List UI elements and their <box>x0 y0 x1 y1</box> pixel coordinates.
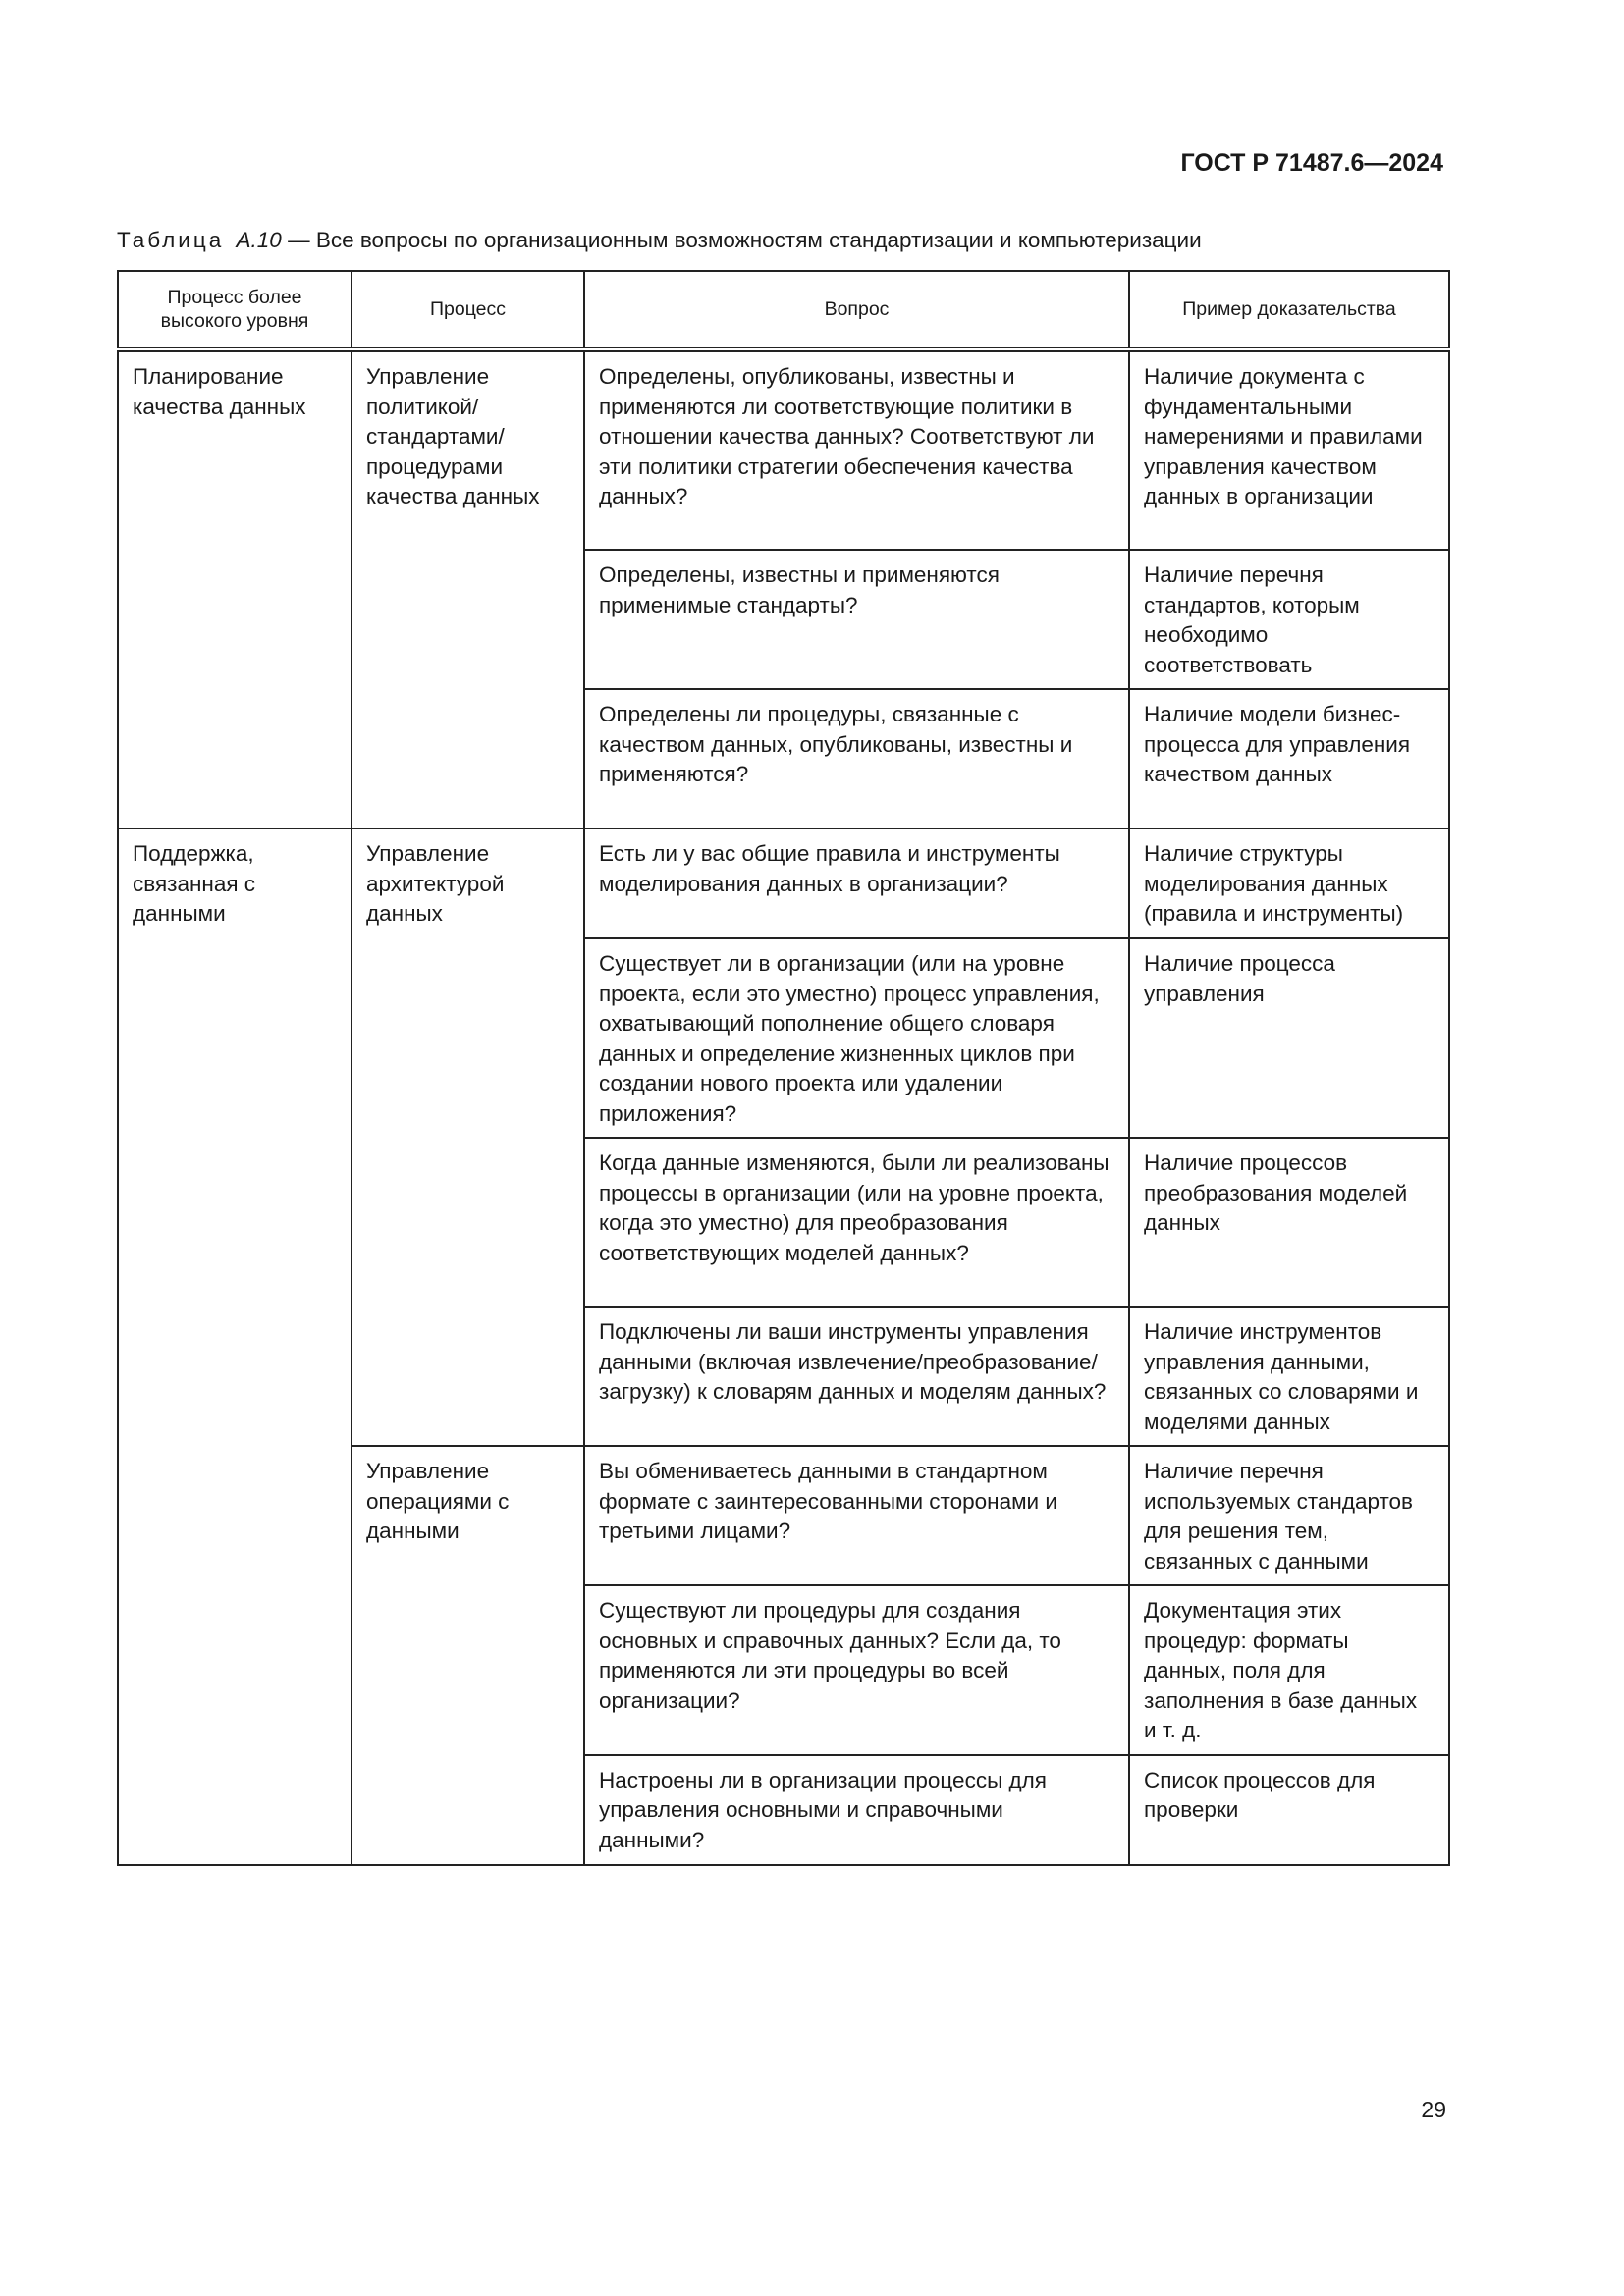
caption-label: Таблица <box>117 228 225 252</box>
question-cell: Настроены ли в организации процессы для управления основными и справочными данными? <box>584 1755 1129 1865</box>
caption-title: — Все вопросы по организационным возможностям стандартизации и компьютеризации <box>288 228 1202 252</box>
evidence-cell: Наличие структуры моделирования данных (правила и инструменты) <box>1129 828 1449 938</box>
table-row <box>118 828 1449 938</box>
col-header-process: Процесс <box>352 271 584 349</box>
evidence-cell: Наличие инструментов управления данными, связанных со словарями и моделями данных <box>1129 1307 1449 1446</box>
evidence-cell: Наличие процесса управления <box>1129 938 1449 1138</box>
standard-code: ГОСТ Р 71487.6—2024 <box>1180 149 1443 177</box>
evidence-cell: Наличие перечня стандартов, которым необходимо соответствовать <box>1129 550 1449 689</box>
question-cell: Вы обмениваетесь данными в стандартном формате с заинтересованными сторонами и третьими лицами? <box>584 1446 1129 1585</box>
evidence-cell: Наличие модели бизнес-процесса для управления качеством данных <box>1129 689 1449 828</box>
question-cell: Существуют ли процедуры для создания основных и справочных данных? Если да, то применяются ли эти процедуры во всей организации? <box>584 1585 1129 1755</box>
questions-table <box>117 270 1450 1866</box>
evidence-cell: Наличие документа с фундаментальными намерениями и правилами управления качеством данных в организации <box>1129 349 1449 550</box>
process-cell: Управление архитектурой данных <box>352 828 584 1446</box>
question-cell: Подключены ли ваши инструменты управления данными (включая извлечение/преобразование/загрузку) к словарям данных и моделям данных? <box>584 1307 1129 1446</box>
question-cell: Определены ли процедуры, связанные с качеством данных, опубликованы, известны и применяются? <box>584 689 1129 828</box>
evidence-cell: Наличие процессов преобразования моделей данных <box>1129 1138 1449 1307</box>
col-header-evidence: Пример доказательства <box>1129 271 1449 349</box>
evidence-cell: Наличие перечня используемых стандартов для решения тем, связанных с данными <box>1129 1446 1449 1585</box>
col-header-higher-process: Процесс более высокого уровня <box>118 271 352 349</box>
table-caption <box>117 228 1202 253</box>
evidence-cell: Документация этих процедур: форматы данных, поля для заполнения в базе данных и т. д. <box>1129 1585 1449 1755</box>
table-header-row <box>118 271 1449 349</box>
page-number: 29 <box>1421 2097 1446 2122</box>
caption-number: A.10 <box>236 228 282 252</box>
col-header-question: Вопрос <box>584 271 1129 349</box>
table-row <box>118 349 1449 550</box>
question-cell: Существует ли в организации (или на уровне проекта, если это уместно) процесс управления, охватывающий пополнение общего словаря данных и определение жизненных циклов при создании нового проекта или удалении приложения? <box>584 938 1129 1138</box>
question-cell: Определены, известны и применяются применимые стандарты? <box>584 550 1129 689</box>
evidence-cell: Список процессов для проверки <box>1129 1755 1449 1865</box>
question-cell: Определены, опубликованы, известны и применяются ли соответствующие политики в отношении качества данных? Соответствуют ли эти политики стратегии обеспечения качества данных? <box>584 349 1129 550</box>
higher-process-cell: Поддержка, связанная с данными <box>118 828 352 1865</box>
question-cell: Есть ли у вас общие правила и инструменты моделирования данных в организации? <box>584 828 1129 938</box>
process-cell: Управление политикой/ стандартами/ процедурами качества данных <box>352 349 584 828</box>
higher-process-cell: Планирование качества данных <box>118 349 352 828</box>
question-cell: Когда данные изменяются, были ли реализованы процессы в организации (или на уровне проекта, когда это уместно) для преобразования соответствующих моделей данных? <box>584 1138 1129 1307</box>
process-cell: Управление операциями с данными <box>352 1446 584 1865</box>
